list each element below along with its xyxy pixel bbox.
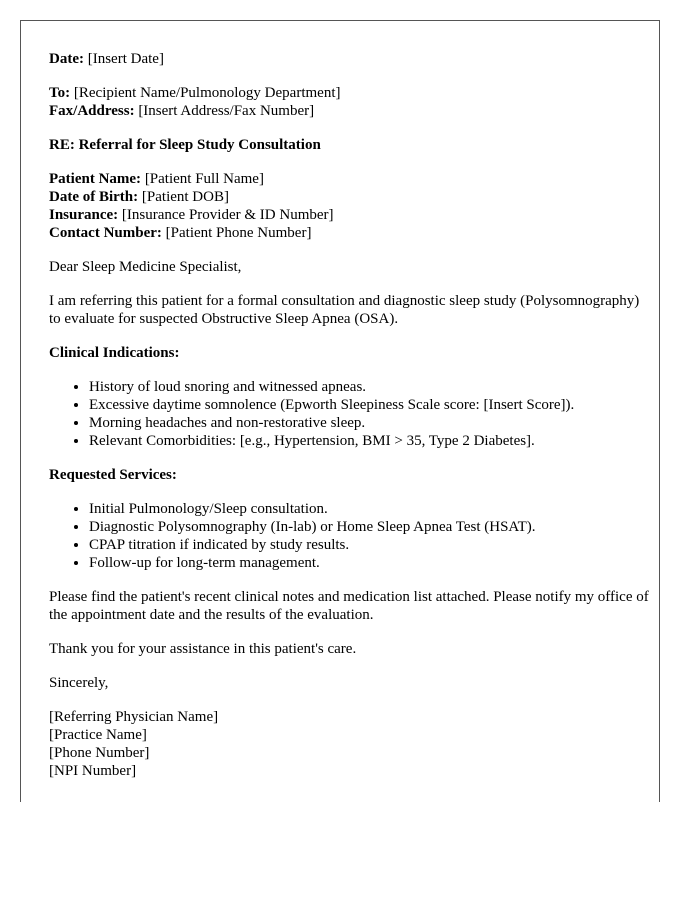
date-line: [49, 50, 649, 68]
patient-block: [49, 170, 649, 242]
contact-label: Contact Number:: [49, 225, 162, 241]
patient-name-label: Patient Name:: [49, 171, 142, 187]
list-item: • Follow-up for long-term management.: [89, 554, 649, 572]
closing-paragraph: Please find the patient's recent clinical notes and medication list attached. Please notify my office of the appointment date and the results of the evaluation.: [49, 589, 649, 623]
physician-name: [Referring Physician Name]: [49, 709, 219, 725]
list-item: • Morning headaches and non-restorative sleep.: [89, 414, 649, 432]
intro-paragraph: I am referring this patient for a formal consultation and diagnostic sleep study (Polysomnography) to evaluate for suspected Obstructive Sleep Apnea (OSA).: [49, 293, 640, 327]
insurance-label: Insurance:: [49, 207, 119, 223]
signoff: Sincerely,: [49, 675, 109, 691]
patient-name-value: [Patient Full Name]: [144, 171, 264, 187]
dob-value: [Patient DOB]: [141, 189, 229, 205]
services-list: [49, 500, 649, 572]
dob-line: [49, 188, 649, 206]
fax-value: [Insert Address/Fax Number]: [138, 103, 315, 119]
letter-body: [49, 50, 649, 796]
subject-line: RE: Referral for Sleep Study Consultation: [49, 137, 321, 153]
list-item: • Initial Pulmonology/Sleep consultation.: [89, 500, 649, 518]
list-item: • Diagnostic Polysomnography (In-lab) or Home Sleep Apnea Test (HSAT).: [89, 518, 649, 536]
fax-line: [49, 102, 649, 120]
npi-number: [NPI Number]: [49, 763, 137, 779]
practice-name: [Practice Name]: [49, 727, 147, 743]
signature-block: [49, 708, 649, 780]
referral-letter: [20, 20, 660, 802]
insurance-line: [49, 206, 649, 224]
list-item: • Relevant Comorbidities: [e.g., Hypertension, BMI > 35, Type 2 Diabetes].: [89, 432, 649, 450]
contact-line: [49, 224, 649, 242]
thanks-line: Thank you for your assistance in this patient's care.: [49, 641, 357, 657]
to-line: [49, 84, 649, 102]
phone-number: [Phone Number]: [49, 745, 150, 761]
list-item: • History of loud snoring and witnessed apneas.: [89, 378, 649, 396]
clinical-heading: Clinical Indications:: [49, 345, 180, 361]
to-value: [Recipient Name/Pulmonology Department]: [73, 85, 341, 101]
date-label: Date:: [49, 51, 84, 67]
list-item: • Excessive daytime somnolence (Epworth Sleepiness Scale score: [Insert Score]).: [89, 396, 649, 414]
dob-label: Date of Birth:: [49, 189, 139, 205]
salutation: Dear Sleep Medicine Specialist,: [49, 259, 242, 275]
date-value: [Insert Date]: [87, 51, 164, 67]
clinical-list: [49, 378, 649, 450]
list-item: • CPAP titration if indicated by study results.: [89, 536, 649, 554]
insurance-value: [Insurance Provider & ID Number]: [121, 207, 334, 223]
services-heading: Requested Services:: [49, 467, 177, 483]
to-label: To:: [49, 85, 71, 101]
fax-label: Fax/Address:: [49, 103, 135, 119]
recipient-block: [49, 84, 649, 120]
contact-value: [Patient Phone Number]: [165, 225, 312, 241]
patient-name-line: [49, 170, 649, 188]
